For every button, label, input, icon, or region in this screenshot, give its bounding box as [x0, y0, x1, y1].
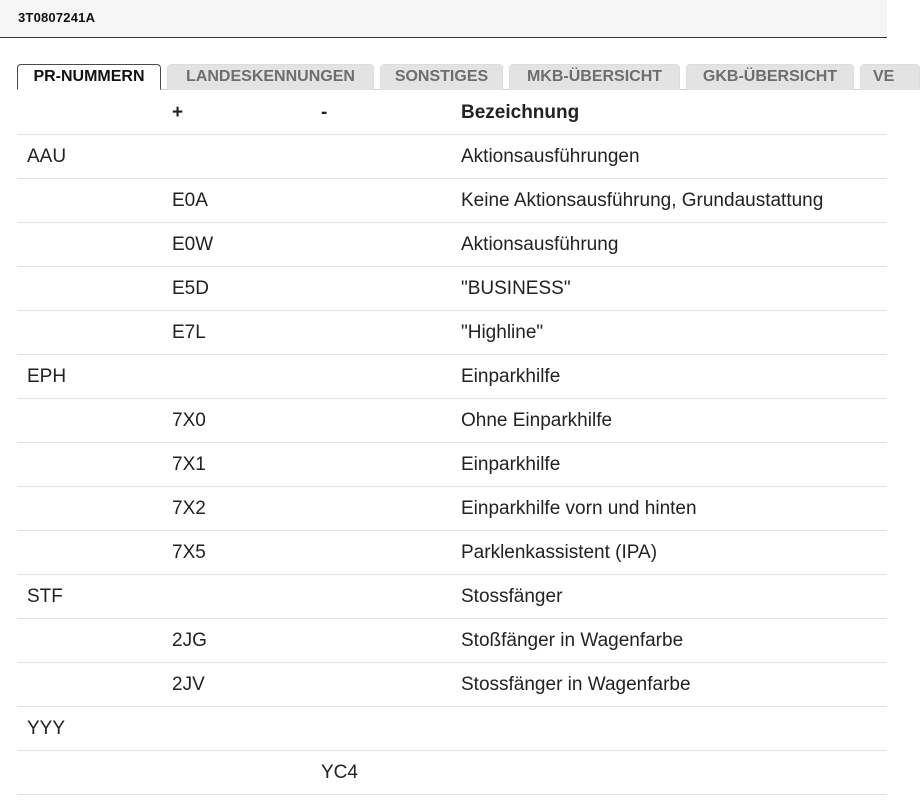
table-row: [17, 399, 887, 443]
table-row: [17, 267, 887, 311]
pr-description: Einparkhilfe vorn und hinten: [461, 498, 697, 519]
pr-description: Keine Aktionsausführung, Grundaustattung: [461, 190, 824, 211]
tab-sonstiges[interactable]: SONSTIGES: [380, 64, 503, 90]
table-row: [17, 355, 887, 399]
part-number-title: 3T0807241A: [18, 10, 96, 25]
pr-family-code: AAU: [27, 146, 67, 167]
column-header-plus: +: [172, 102, 184, 123]
pr-description: Einparkhilfe: [461, 454, 561, 475]
table-header-row: [17, 91, 887, 135]
pr-plus-code: 7X2: [172, 498, 206, 519]
pr-description: Stoßfänger in Wagenfarbe: [461, 630, 684, 651]
table-row: [17, 707, 887, 751]
pr-family-code: YYY: [27, 718, 66, 739]
table-row: [17, 179, 887, 223]
pr-description: Stossfänger: [461, 586, 563, 607]
pr-plus-code: E7L: [172, 322, 206, 343]
pr-description: Stossfänger in Wagenfarbe: [461, 674, 691, 695]
pr-plus-code: 7X1: [172, 454, 206, 475]
column-header-minus: -: [321, 102, 328, 123]
table-row: [17, 663, 887, 707]
pr-plus-code: 2JV: [172, 674, 205, 695]
pr-plus-code: E0W: [172, 234, 214, 255]
tab-bar: [17, 63, 895, 90]
pr-description: Ohne Einparkhilfe: [461, 410, 613, 431]
table-row: [17, 619, 887, 663]
table-row: [17, 223, 887, 267]
pr-description: "Highline": [461, 322, 544, 343]
header-bar: [0, 0, 887, 38]
pr-description: Einparkhilfe: [461, 366, 561, 387]
table-row: [17, 531, 887, 575]
table-row: [17, 135, 887, 179]
table-row: [17, 487, 887, 531]
pr-family-code: STF: [27, 586, 63, 607]
pr-minus-code: YC4: [321, 762, 358, 783]
table-row: [17, 443, 887, 487]
pr-plus-code: 2JG: [172, 630, 207, 651]
pr-family-code: EPH: [27, 366, 67, 387]
pr-plus-code: 7X5: [172, 542, 206, 563]
pr-number-table: [17, 91, 887, 795]
pr-description: "BUSINESS": [461, 278, 571, 299]
table-row: [17, 311, 887, 355]
pr-description: Parklenkassistent (IPA): [461, 542, 658, 563]
tab-gkb-uebersicht[interactable]: GKB-ÜBERSICHT: [686, 64, 854, 90]
pr-plus-code: E0A: [172, 190, 208, 211]
tab-mkb-uebersicht[interactable]: MKB-ÜBERSICHT: [509, 64, 680, 90]
table-row: [17, 575, 887, 619]
pr-description: Aktionsausführung: [461, 234, 619, 255]
tab-pr-nummern[interactable]: PR-NUMMERN: [17, 64, 161, 90]
pr-plus-code: 7X0: [172, 410, 206, 431]
table-row: [17, 751, 887, 795]
pr-plus-code: E5D: [172, 278, 209, 299]
tab-ve[interactable]: VE: [860, 64, 920, 90]
column-header-bezeichnung: Bezeichnung: [461, 102, 580, 123]
tab-landeskennungen[interactable]: LANDESKENNUNGEN: [167, 64, 374, 90]
pr-description: Aktionsausführungen: [461, 146, 640, 167]
